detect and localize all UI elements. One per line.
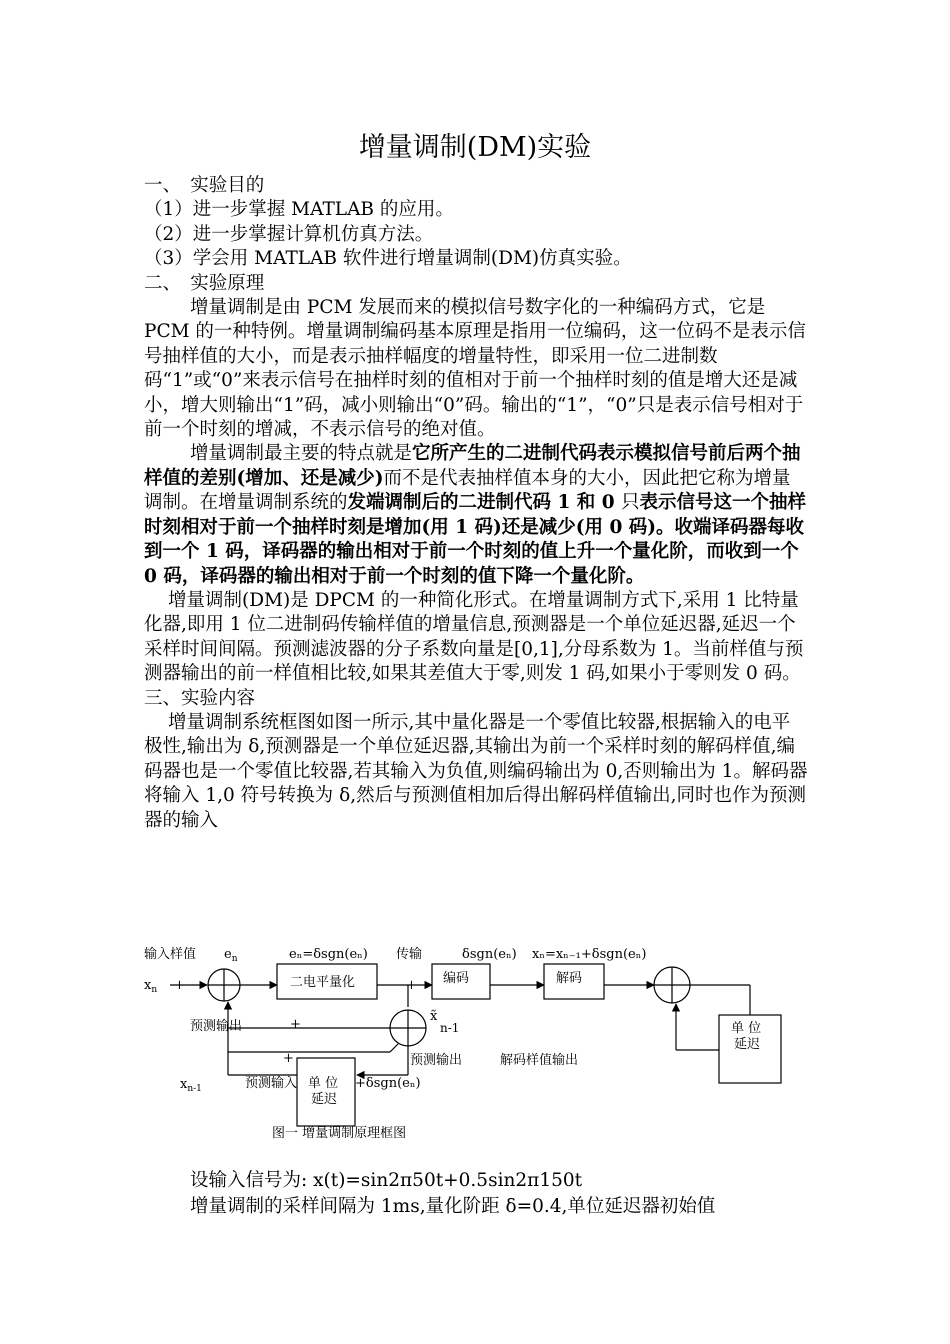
paragraph: 增量调制系统框图如图一所示,其中量化器是一个零值比较器,根据输入的电平极性,输出为 δ,预测器是一个单位延迟器,其输出为前一个采样时刻的解码样值,编码器也是一个零值比较器,若其输入为负值,则编码输出为 0,否则输出为 1。解码器将输入 1,0 符号转换为 δ,然后与预测值相加后得出解码样值输出,同时也作为预测器的输入 (144, 711, 808, 831)
bold-run: 它所产生的二进制代码表示模拟信号前后两个抽样值的差别(增加、还是减少) (144, 443, 801, 489)
delay-label-2: 延迟 (311, 1092, 338, 1107)
text-run: 增量调制最主要的特点就是 (190, 443, 413, 465)
lower-text (190, 1168, 810, 1220)
sgn-label: δsgn(eₙ) (462, 947, 517, 962)
paragraph: 增量调制的采样间隔为 1ms,量化阶距 δ=0.4,单位延迟器初始值 (190, 1196, 716, 1217)
plus-sign: + (290, 1017, 301, 1032)
plus-sign: + (406, 978, 417, 993)
figure-caption: 图一 增量调制原理框图 (272, 1126, 407, 1141)
x-tilde-label: x̃ (430, 1009, 438, 1024)
decoder-equation-label: xₙ=xₙ₋₁+δsgn(eₙ) (532, 947, 647, 962)
bold-run: 发端调制后的二进制代码 1 和 0 (347, 492, 622, 514)
predict-input-label: 预测输入 (245, 1076, 298, 1091)
predicted-output-label-2: 预测输出 (410, 1053, 463, 1068)
xn-label: $x_n$ (144, 978, 158, 995)
en-label: $e_n$ (224, 947, 238, 964)
paragraph-emphasis (144, 442, 808, 588)
block-diagram-svg (140, 940, 840, 1150)
input-label: 输入样值 (144, 947, 197, 962)
transmit-label: 传输 (396, 947, 423, 962)
document-body (144, 174, 808, 833)
paragraph: 设输入信号为: x(t)=sin2π50t+0.5sin2π150t (190, 1170, 583, 1191)
delay-right-label-1: 单 位 (731, 1021, 762, 1036)
section-heading: 二、 实验原理 (144, 272, 265, 294)
quantizer-output-label: eₙ=δsgn(eₙ) (289, 947, 368, 962)
text-run: 只 (621, 492, 640, 514)
section-heading: 三、实验内容 (144, 687, 256, 709)
paragraph: 增量调制是由 PCM 发展而来的模拟信号数字化的一种编码方式，它是 PCM 的一种特例。增量调制编码基本原理是指用一位编码，这一位码不是表示信号抽样值的大小，而是表示抽样幅度的增量特性，即采用一位二进制数码“1”或“0”来表示信号在抽样时刻的值相对于前一个抽样时刻的值是增大还是减小，增大则输出“1”码，减小则输出“0”码。输出的“1”，“0”只是表示信号相对于前一个时刻的增减，不表示信号的绝对值。 (144, 297, 806, 441)
plus-sign: + (283, 1051, 294, 1066)
xn1-label: $x_{n-1}$ (180, 1077, 202, 1094)
text-run: 而不是代表抽样值本身的大小，因此把它称为增量调制。在增量调制系统的 (144, 467, 791, 514)
bold-run: 表示信号这一个抽样时刻相对于前一个抽样时刻是增加(用 1 码)还是减少(用 0 码)。收端译码器每收到一个 1 码，译码器的输出相对于前一个时刻的值上升一个量化阶，而收到一个 0 码，译码器的输出相对于前一个时刻的值下降一个量化阶。 (144, 492, 807, 587)
list-item: （3）学会用 MATLAB 软件进行增量调制(DM)仿真实验。 (144, 248, 632, 270)
decoded-output-label: 解码样值输出 (500, 1053, 579, 1068)
plus-sign: + (174, 978, 185, 993)
quantizer-label: 二电平量化 (290, 975, 356, 990)
page-title: 增量调制(DM)实验 (358, 132, 592, 163)
block-diagram (140, 940, 840, 1150)
delay-right-label-2: 延迟 (734, 1037, 761, 1052)
sgn-en-label: +δsgn(eₙ) (355, 1076, 421, 1091)
encoder-label: 编码 (443, 971, 470, 986)
x-tilde-sub: n-1 (440, 1021, 460, 1035)
paragraph: 增量调制(DM)是 DPCM 的一种简化形式。在增量调制方式下,采用 1 比特量化器,即用 1 位二进制码传输样值的增量信息,预测器是一个单位延迟器,延迟一个采样时间间隔。预测滤波器的分子系数向量是[0,1],分母系数为 1。当前样值与预测器输出的前一样值相比较,如果其差值大于零,则发 1 码,如果小于零则发 0 码。 (144, 589, 804, 685)
list-item: （2）进一步掌握计算机仿真方法。 (144, 223, 434, 245)
section-heading: 一、 实验目的 (144, 175, 265, 196)
decoder-label: 解码 (556, 971, 583, 986)
predicted-output-label: 预测输出 (190, 1019, 243, 1034)
delay-label-1: 单 位 (308, 1076, 339, 1091)
list-item: （1）进一步掌握 MATLAB 的应用。 (144, 199, 454, 221)
